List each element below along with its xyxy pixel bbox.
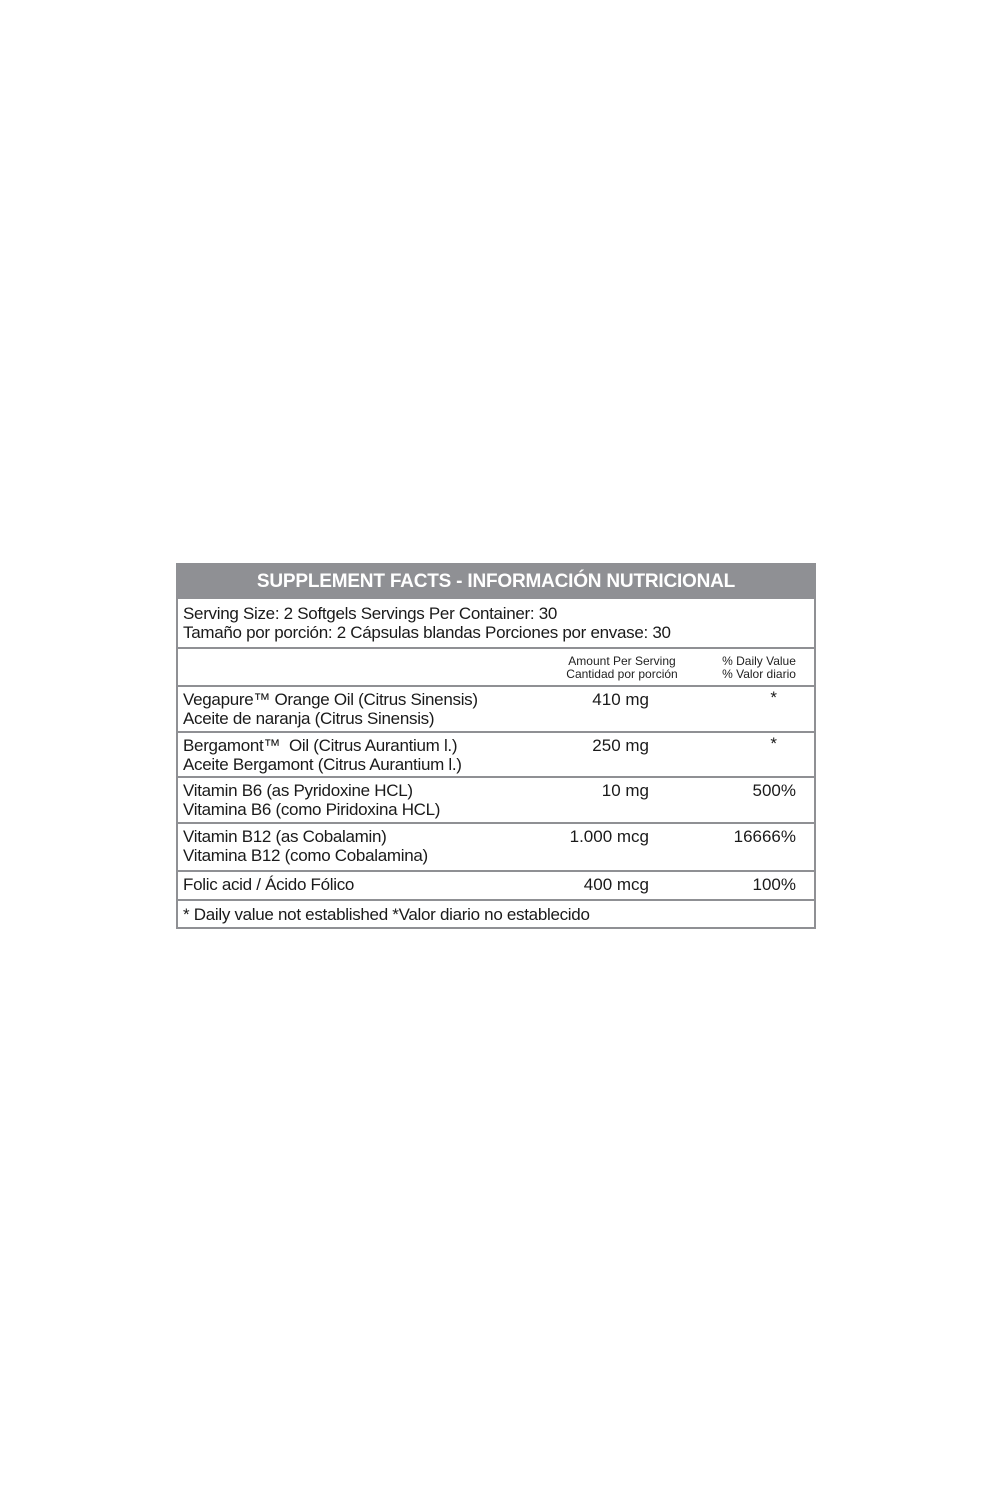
serving-line-en: Serving Size: 2 Softgels Servings Per Container: 30 — [183, 604, 558, 623]
serving-info — [178, 599, 814, 649]
nutrient-name — [183, 781, 440, 819]
nutrient-daily-value: 16666% — [733, 827, 796, 846]
nutrient-name-en: Vitamin B6 (as Pyridoxine HCL) — [183, 781, 413, 800]
supplement-facts-panel — [176, 563, 816, 929]
nutrient-name-es: Vitamina B12 (como Cobalamina) — [183, 846, 428, 865]
nutrient-row-bergamont-oil — [178, 733, 814, 778]
nutrient-amount: 1.000 mcg — [569, 827, 649, 846]
nutrient-name-en: Vegapure™ Orange Oil (Citrus Sinensis) — [183, 690, 478, 709]
nutrient-amount: 10 mg — [601, 781, 649, 800]
amount-header-es: Cantidad por porción — [566, 667, 678, 681]
serving-line-es: Tamaño por porción: 2 Cápsulas blandas Porciones por envase: 30 — [183, 623, 671, 642]
column-header-row — [178, 649, 814, 687]
daily-value-header — [704, 655, 814, 681]
footnote-row — [178, 901, 814, 929]
nutrient-row-orange-oil — [178, 687, 814, 733]
nutrient-daily-value: * — [770, 734, 777, 753]
amount-header-en: Amount Per Serving — [568, 654, 676, 668]
nutrient-name-es: Aceite Bergamont (Citrus Aurantium l.) — [183, 755, 462, 774]
panel-title: SUPPLEMENT FACTS - INFORMACIÓN NUTRICIONAL — [178, 565, 814, 599]
nutrient-daily-value: * — [770, 688, 777, 707]
nutrient-daily-value: 100% — [752, 875, 796, 894]
nutrient-row-vitamin-b12 — [178, 824, 814, 872]
nutrient-row-vitamin-b6 — [178, 778, 814, 824]
nutrient-daily-value: 500% — [752, 781, 796, 800]
nutrient-name — [183, 827, 428, 865]
nutrient-name — [183, 875, 354, 894]
nutrient-row-folic-acid — [178, 872, 814, 901]
daily-value-header-es: % Valor diario — [722, 667, 796, 681]
nutrient-name — [183, 736, 462, 774]
nutrient-name-en: Folic acid / Ácido Fólico — [183, 875, 355, 894]
footnote-text: * Daily value not established *Valor diario no establecido — [183, 905, 590, 924]
nutrient-amount: 410 mg — [592, 690, 649, 709]
nutrient-amount: 250 mg — [592, 736, 649, 755]
nutrient-name — [183, 690, 478, 728]
nutrient-name-en: Bergamont™ Oil (Citrus Aurantium l.) — [183, 736, 458, 755]
nutrient-name-en: Vitamin B12 (as Cobalamin) — [183, 827, 387, 846]
amount-header — [548, 655, 696, 681]
nutrient-name-es: Vitamina B6 (como Piridoxina HCL) — [183, 800, 441, 819]
nutrient-amount: 400 mcg — [583, 875, 649, 894]
nutrient-name-es: Aceite de naranja (Citrus Sinensis) — [183, 709, 435, 728]
daily-value-header-en: % Daily Value — [722, 654, 796, 668]
